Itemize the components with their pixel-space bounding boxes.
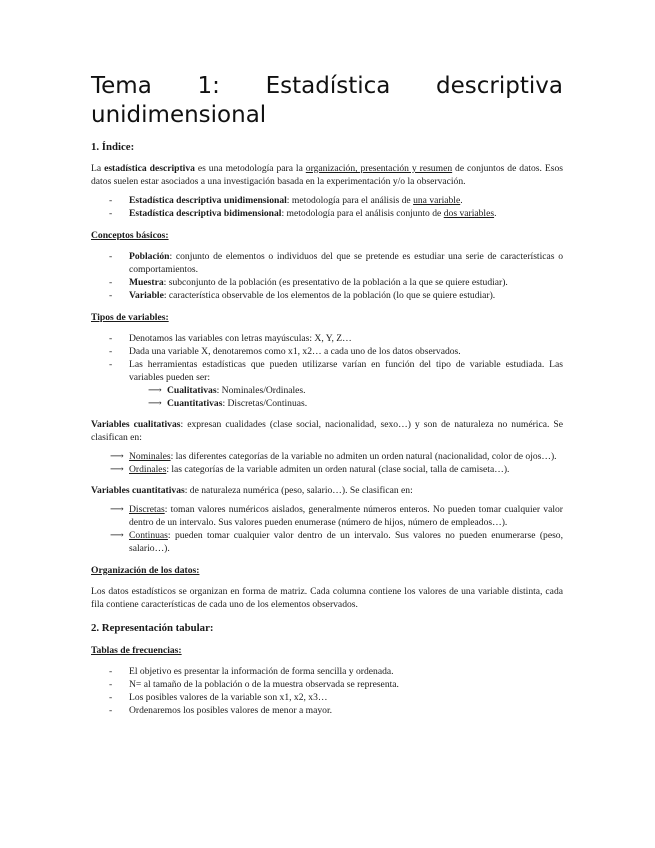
list-item: - Las herramientas estadísticas que pueden utilizarse varían en función del tipo de variable estudiada. Las variables pueden ser: ⟶ Cualitativas: Nominales/Ordinales. ⟶ Cuantitativas: Discretas/Continuas. (91, 358, 563, 410)
subheading-organizacion: Organización de los datos: (91, 565, 200, 576)
document-body (91, 72, 563, 725)
list-item: - Denotamos las variables con letras mayúsculas: X, Y, Z… (91, 332, 563, 345)
tipos-list (91, 332, 563, 410)
cualitativas-list (91, 450, 563, 476)
cuantitativas-paragraph: Variables cuantitativas: de naturaleza numérica (peso, salario…). Se clasifican en: (91, 485, 413, 496)
list-item: - Variable: característica observable de los elementos de la población (lo que se quiere estudiar). (91, 289, 563, 302)
list-item: ⟶ Nominales: las diferentes categorías de la variable no admiten un orden natural (nacionalidad, color de ojos…). (91, 450, 563, 463)
list-item: - Dada una variable X, denotaremos como x1, x2… a cada uno de los datos observados. (91, 345, 563, 358)
list-item: - N= al tamaño de la población o de la muestra observada se representa. (91, 678, 563, 691)
cualitativas-paragraph: Variables cualitativas: expresan cualidades (clase social, nacionalidad, sexo…) y son de naturaleza no numérica. Se clasifican en: (91, 419, 563, 443)
tipos-sublist (91, 384, 563, 410)
list-item: ⟶ Cualitativas: Nominales/Ordinales. (91, 384, 563, 397)
section-heading-indice: 1. Índice: (91, 141, 135, 153)
cuantitativas-list (91, 503, 563, 555)
types-list (91, 194, 563, 220)
list-item: ⟶ Ordinales: las categorías de la variable admiten un orden natural (clase social, talla de camiseta…). (91, 463, 563, 476)
subheading-conceptos: Conceptos básicos: (91, 230, 169, 241)
list-item: - El objetivo es presentar la información de forma sencilla y ordenada. (91, 665, 563, 678)
title-line-2: unidimensional (91, 102, 267, 128)
list-item: ⟶ Continuas: pueden tomar cualquier valor dentro de un intervalo. Sus valores no pueden enumerarse (peso, salario…). (91, 529, 563, 555)
list-item: - Población: conjunto de elementos o individuos del que se pretende es estudiar una serie de características o comportamientos. (91, 250, 563, 276)
subheading-tipos: Tipos de variables: (91, 312, 169, 323)
list-item: - Estadística descriptiva bidimensional: metodología para el análisis conjunto de dos variables. (91, 207, 563, 220)
list-item: ⟶ Cuantitativas: Discretas/Continuas. (91, 397, 563, 410)
list-item: ⟶ Discretas: toman valores numéricos aislados, generalmente números enteros. No pueden tomar cualquier valor dentro de un intervalo. Sus valores pueden enumerase (número de hijos, número de empleados…). (91, 503, 563, 529)
organizacion-paragraph: Los datos estadísticos se organizan en forma de matriz. Cada columna contiene los valores de una variable distinta, cada fila contiene características de cada uno de los elementos observados. (91, 586, 563, 610)
section-heading-representacion: 2. Representación tabular: (91, 622, 214, 634)
list-item: - Ordenaremos los posibles valores de menor a mayor. (91, 704, 563, 717)
conceptos-list (91, 250, 563, 302)
intro-paragraph: La estadística descriptiva es una metodología para la organización, presentación y resumen de conjuntos de datos. Esos datos suelen estar asociados a una investigación basada en la experimentación y/o la observación. (91, 163, 563, 187)
title-line-1: Tema 1: Estadística descriptiva (91, 73, 563, 99)
tablas-list (91, 665, 563, 717)
list-item: - Estadística descriptiva unidimensional: metodología para el análisis de una variable. (91, 194, 563, 207)
list-item: - Muestra: subconjunto de la población (es presentativo de la población a la que se quiere estudiar). (91, 276, 563, 289)
list-item: - Los posibles valores de la variable son x1, x2, x3… (91, 691, 563, 704)
subheading-tablas: Tablas de frecuencias: (91, 645, 182, 656)
page-title (91, 72, 563, 130)
